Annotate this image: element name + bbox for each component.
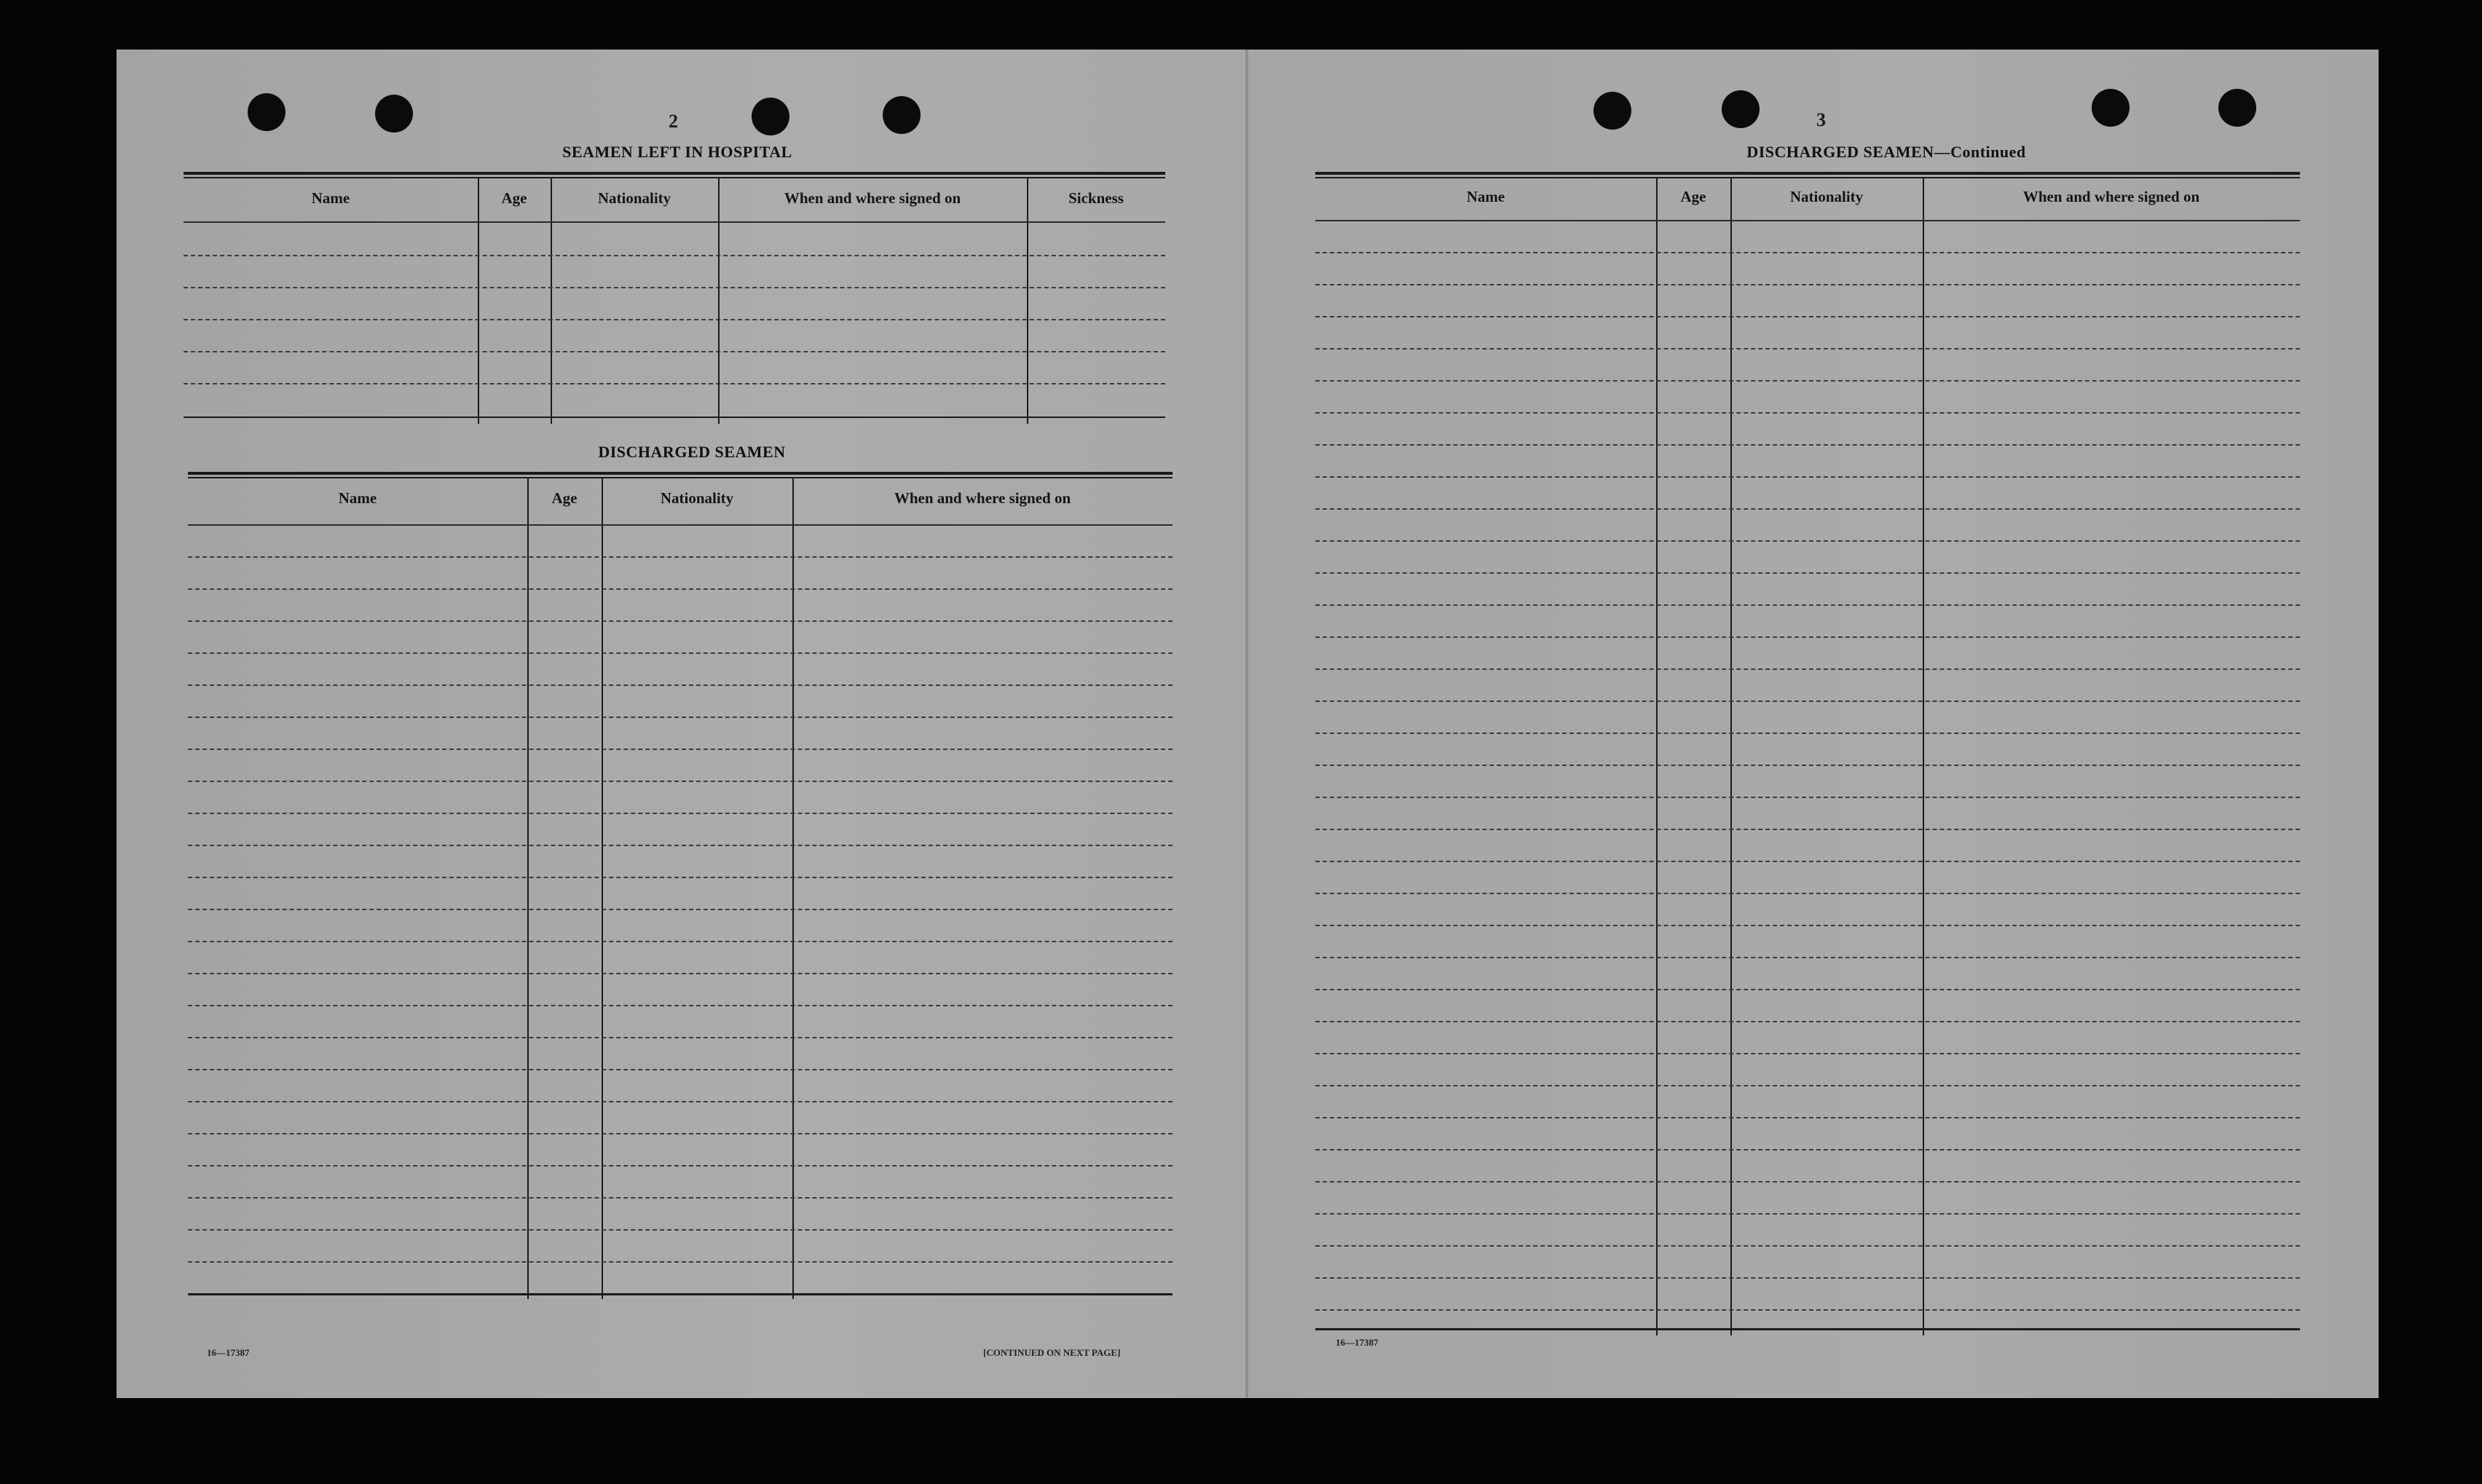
punch-hole [752, 98, 789, 135]
column-header-nationality: Nationality [660, 489, 734, 507]
section-title-discharged: DISCHARGED SEAMEN [598, 443, 786, 461]
column-header-age: Age [501, 189, 527, 207]
punch-hole [248, 93, 285, 131]
column-header-sickness: Sickness [1068, 189, 1124, 207]
column-header-age: Age [1680, 188, 1706, 205]
column-header-nationality: Nationality [1789, 188, 1864, 205]
column-header-signed-on: When and where signed on [2022, 188, 2200, 205]
punch-hole [883, 96, 921, 134]
column-header-name: Name [1466, 188, 1505, 205]
form-number: 16—17387 [1336, 1337, 1379, 1348]
column-header-nationality: Nationality [597, 189, 671, 207]
continued-note: [CONTINUED ON NEXT PAGE] [983, 1347, 1121, 1358]
section-title-hospital: SEAMEN LEFT IN HOSPITAL [562, 143, 792, 161]
page-fold [1245, 50, 1248, 1398]
discharged-continued-table [1315, 172, 2300, 1337]
punch-hole [375, 95, 413, 133]
column-header-signed-on: When and where signed on [894, 489, 1071, 507]
column-header-signed-on: When and where signed on [784, 189, 961, 207]
punch-hole [1722, 90, 1760, 128]
page-number: 3 [1816, 109, 1826, 130]
punch-hole [2092, 89, 2130, 127]
form-number: 16—17387 [207, 1347, 250, 1358]
punch-hole [2218, 89, 2256, 127]
punch-hole [1593, 92, 1631, 130]
column-header-age: Age [551, 489, 578, 507]
discharged-table [188, 472, 1173, 1346]
column-header-name: Name [338, 489, 377, 507]
column-header-name: Name [311, 189, 350, 207]
section-title-discharged-continued: DISCHARGED SEAMEN—Continued [1746, 143, 2026, 161]
hospital-table [184, 172, 1165, 427]
page-number: 2 [669, 111, 678, 132]
